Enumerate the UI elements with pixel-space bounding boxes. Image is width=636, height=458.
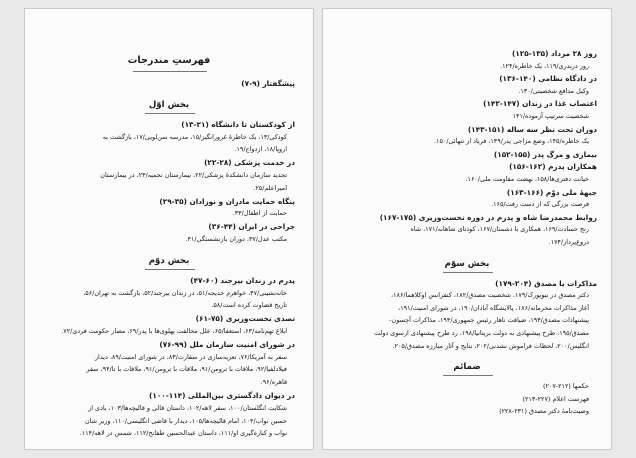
toc-chapter-heading: همکاران پدرم (۱۶۲-۱۵۶) <box>509 162 597 172</box>
toc-subentry: مصدق/۱۹۵، طرح پیشنهادی به دولت بریتانیا/۱۹۸، رد طرح پیشنهادی ازسوی دولت <box>374 329 589 337</box>
toc-subentry: تاریخ قضاوت کرده است/۵۸. <box>211 301 287 310</box>
toc-chapter-heading: جراحی در ایران (۴۴-۳۶) <box>208 222 295 232</box>
toc-chapter-heading: در شورای امنیت سازمان ملل (۹۹-۷۶) <box>159 339 295 349</box>
toc-subentry: فهرست اعلام (۲۲۷-۲۱۳) <box>522 394 589 403</box>
toc-subentry: یک خاطره/۱۴۵، وضع مزاجی پدر/۱۴۹، فریاد از تنهائی/۱۵۰. <box>433 137 589 146</box>
toc-subentry: انگلیس/۲۰۰، لحظات فراموش نشدنی/۲۰۲، نتایج و آثار مبارزه مصدق/۲۰۵. <box>392 341 589 350</box>
toc-subentry: امیراعلم/۲۵. <box>253 183 287 192</box>
toc-chapter-heading: بیماری و مرگ پدر (۱۵۵-۱۵۲) <box>493 149 597 159</box>
toc-chapter-heading: در خدمت پزشکی (۲۸-۲۲) <box>204 158 295 168</box>
left-page <box>24 8 314 450</box>
toc-subentry: حسین نواب/۱۰۴، امام قالیچه‌ها/۱۰۵، دیدار با قاضی انگلیسی/۱۱۰، وزیر شان <box>84 416 287 425</box>
toc-subentry: وصیت‌نامهٔ دکتر مصدق (۲۳۱-۲۲۸) <box>499 407 589 416</box>
toc-subentry: رنج حسادت/۱۶۹، همکاری با دشمنان/۱۶۷، کودتای شاهانه/۱۷۱، شاه <box>410 225 589 234</box>
toc-section-heading: ضمائم <box>453 362 481 373</box>
toc-subentry: دروغ‌پرداز/۱۷۴. <box>548 238 589 246</box>
toc-section-heading: بخش دوّم <box>148 255 190 266</box>
toc-subentry: اروپا/۱۸، ازدواج/۱۹. <box>234 145 287 154</box>
toc-subentry: وکیل مدافع شخصیتی/۱۳۰. <box>518 86 589 95</box>
section-underline <box>443 375 493 376</box>
toc-subentry: دکتر مصدق در نیویورک/۱۷۹، شخصیت مصدق/۱۸۲، کنفرانس اوکلاهما/۱۸۶، <box>391 291 589 300</box>
toc-subentry: خیانت دفتری‌ها/۱۵۸، نهضت مقاومت ملی/۱۶۰. <box>465 175 589 183</box>
toc-chapter-heading: از کودکستان تا دانشگاه (۲۱-۱۳) <box>181 119 295 129</box>
toc-section-heading: بخش اوّل <box>148 99 190 110</box>
toc-section-heading: بخش سوّم <box>444 258 490 269</box>
toc-subentry: مکتب عدل/۳۷، دوران بازنشستگی/۴۱. <box>185 235 287 243</box>
toc-chapter-heading: اعتصاب غذا در زندان (۱۴۷-۱۴۲) <box>483 99 597 109</box>
right-page <box>322 8 612 450</box>
toc-subentry: شخصیت سرتیپ آزموده/۱۴۱ <box>512 112 589 120</box>
title-underline <box>133 71 207 72</box>
toc-chapter-heading: روابط محمدرضا شاه و پدرم در دوره نخست‌وزیری (۱۷۵-۱۶۷) <box>379 212 597 222</box>
toc-chapter-heading: جبههٔ ملی دوّم (۱۶۶-۱۶۳) <box>506 187 597 197</box>
toc-chapter-heading: تصدی نخست‌وزیری (۷۵-۶۱) <box>195 314 295 324</box>
toc-subentry: تجدید سازمان دانشکدهٔ پزشکی/۲۲، بیمارستان نجمیه/۲۳، در بیمارستان <box>100 171 287 179</box>
toc-subentry: ابلاغ تهم‌نامه/۶۳، استعفا/۶۵، علل مخالفت پهلوی‌ها با پدر/۶۹، مصار حکومت فردی/۷۲. <box>61 327 287 335</box>
toc-chapter-heading: بنگاه حمایت مادران و نوزادان (۳۵-۲۹) <box>159 196 295 206</box>
toc-subentry: قاهره/۹۶. <box>260 378 287 387</box>
toc-subentry: شکایت انگلستان/۱۰۰، سفر لاهه/۱۰۲، داستان قالی و قالیچه‌ها/۱۰۳، بادی از <box>88 403 287 412</box>
section-underline <box>443 272 493 273</box>
toc-chapter-heading: روز ۲۸ مرداد (۱۳۵-۱۲۵) <box>512 49 597 58</box>
toc-chapter-heading: در دادگاه نظامی (۱۴۰-۱۳۶) <box>499 74 597 84</box>
toc-chapter-heading: پیشگفتار (۹-۷) <box>241 79 295 88</box>
toc-chapter-heading: مذاکرات با مصدق (۲۰۴-۱۷۹) <box>495 278 597 288</box>
toc-subentry: آغاز مذاکرات محرمانه/۱۸۶، پالایشگاه آبادان/۱۹۰، در شورای امنیت/۱۹۱، <box>398 303 589 312</box>
toc-subentry: خانه‌نشینی/۴۷، خواهرم خدیجه/۵۱، در زندان بیرجند/۵۲، بازگشت به تهران/۵۶، <box>83 288 287 297</box>
toc-subentry: روز دربدری/۱۱۹، یک خاطره/۱۲۴. <box>500 61 589 70</box>
toc-subentry: حکمها (۲۱۲-۲۰۷) <box>542 382 589 391</box>
toc-chapter-heading: پدرم در زندان بیرجند (۶۰-۴۷) <box>190 275 295 285</box>
toc-subentry: فیلادلفیا/۹۲، ملاقات با ترومن/۹۱، ملاقات با ترومن/۹۱، ملاقات با تا/۹۴، سفر <box>86 365 287 374</box>
section-underline <box>145 113 195 114</box>
toc-chapter-heading: در دیوان دادگستری بین‌المللی (۱۱۴-۱۰۰) <box>149 391 295 400</box>
toc-subentry: سفر به آمریکا/۷۶، تعزیه‌سازی در سفارت/۸۳، در شورای امنیت/۸۹، دیدار <box>94 352 287 361</box>
toc-chapter-heading: دوران تحت نظر سه ساله (۱۵۱-۱۴۳) <box>467 124 597 134</box>
toc-subentry: نواب و کناره‌گیری او/۱۱۱، داستان عبدالحسین طفانح/۱۱۲، شمس در لاهه/۱۱۴. <box>79 429 287 438</box>
section-underline <box>145 269 195 270</box>
toc-subentry: فرصت بزرگی که از دست رفت/۱۶۵. <box>491 200 589 209</box>
toc-title: فهرستِ مندرجات <box>127 55 211 66</box>
toc-subentry: کودکی/۱۳، یک خاطرهٔ غرورانگیز/۱۵، مدرسه سن‌لویی/۱۷، بازگشت به <box>102 132 287 141</box>
toc-subentry: حمایت از اطفال/۳۳. <box>232 209 287 218</box>
toc-subentry: پیشنهادات مصدق/۱۹۴، ضیافت ناهار رئیس جمهوری/۱۹۴، مذاکرات آچسون- <box>389 316 589 325</box>
